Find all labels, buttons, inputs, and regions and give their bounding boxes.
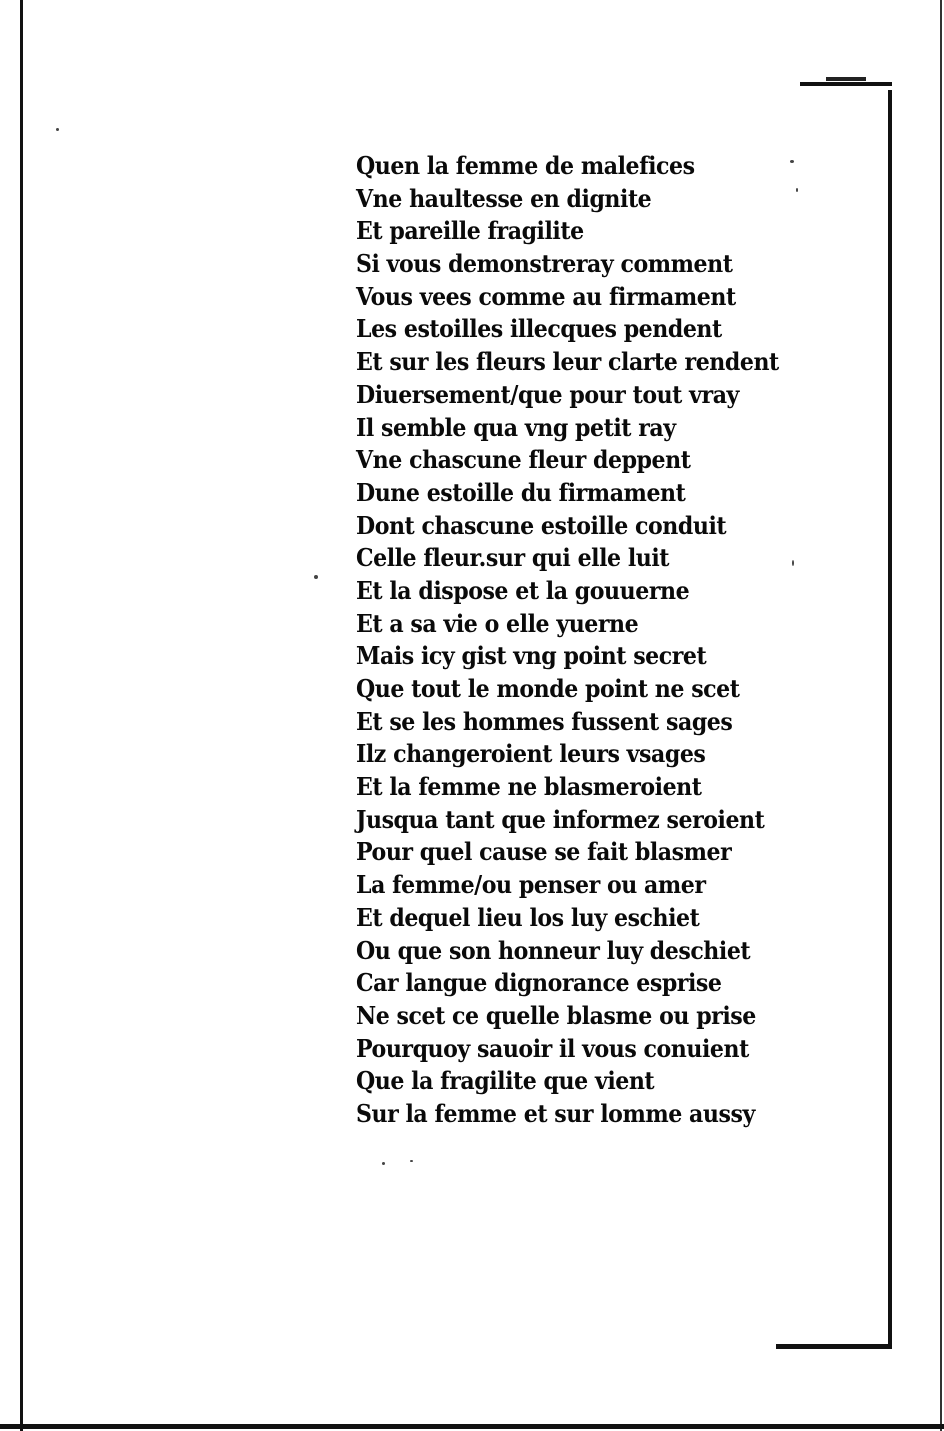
poem-line: Mais icy gist vng point secret bbox=[356, 641, 707, 671]
poem-line: Pourquoy sauoir il vous conuient bbox=[356, 1033, 749, 1063]
poem-line: Et la femme ne blasmeroient bbox=[356, 772, 702, 802]
scan-speck bbox=[314, 575, 318, 579]
poem-line: Et dequel lieu los luy eschiet bbox=[356, 902, 700, 932]
poem-line: Car langue dignorance esprise bbox=[356, 968, 722, 998]
poem-line: Sur la femme et sur lomme aussy bbox=[356, 1098, 755, 1128]
poem-line: Celle fleur.sur qui elle luit bbox=[356, 543, 670, 573]
poem-line: Ou que son honneur luy deschiet bbox=[356, 935, 751, 965]
poem-line: Jusqua tant que informez seroient bbox=[356, 804, 765, 834]
scan-speck bbox=[56, 128, 59, 131]
page-edge-right bbox=[888, 90, 892, 1348]
page-edge-bottom bbox=[776, 1344, 892, 1349]
poem-line: Et sur les fleurs leur clarte rendent bbox=[356, 347, 779, 377]
scan-speck bbox=[796, 188, 798, 192]
scan-border-left bbox=[20, 0, 23, 1431]
poem-line: Pour quel cause se fait blasmer bbox=[356, 837, 732, 867]
page-edge-top-cap bbox=[826, 77, 866, 81]
poem-line: Si vous demonstreray comment bbox=[356, 249, 733, 279]
poem-line: Vous vees comme au firmament bbox=[356, 281, 736, 311]
poem-line: Les estoilles illecques pendent bbox=[356, 314, 722, 344]
poem-line: Et se les hommes fussent sages bbox=[356, 706, 733, 736]
poem-line: Dont chascune estoille conduit bbox=[356, 510, 727, 540]
poem-line: Et a sa vie o elle yuerne bbox=[356, 608, 639, 638]
poem-line: Ilz changeroient leurs vsages bbox=[356, 739, 706, 769]
poem-line: Dune estoille du firmament bbox=[356, 477, 686, 507]
poem-line: Et pareille fragilite bbox=[356, 216, 584, 246]
page-edge-top bbox=[800, 82, 892, 86]
scan-speck bbox=[410, 1160, 413, 1162]
poem-line: Quen la femme de malefices bbox=[356, 151, 695, 180]
poem-text bbox=[356, 150, 796, 1131]
poem-line: Vne chascune fleur deppent bbox=[356, 445, 691, 475]
poem-line: Vne haultesse en dignite bbox=[356, 183, 652, 213]
scan-border-bottom bbox=[0, 1424, 944, 1429]
poem-line: Et la dispose et la gouuerne bbox=[356, 575, 690, 605]
scan-speck bbox=[382, 1162, 385, 1165]
poem-line: Que tout le monde point ne scet bbox=[356, 674, 740, 703]
poem-line: Ne scet ce quelle blasme ou prise bbox=[356, 1000, 756, 1030]
poem-line: La femme/ou penser ou amer bbox=[356, 870, 706, 900]
poem-line: Il semble qua vng petit ray bbox=[356, 412, 676, 442]
scan-border-right bbox=[940, 0, 942, 1431]
poem-line: Que la fragilite que vient bbox=[356, 1066, 655, 1096]
poem-line: Diuersement/que pour tout vray bbox=[356, 379, 739, 409]
